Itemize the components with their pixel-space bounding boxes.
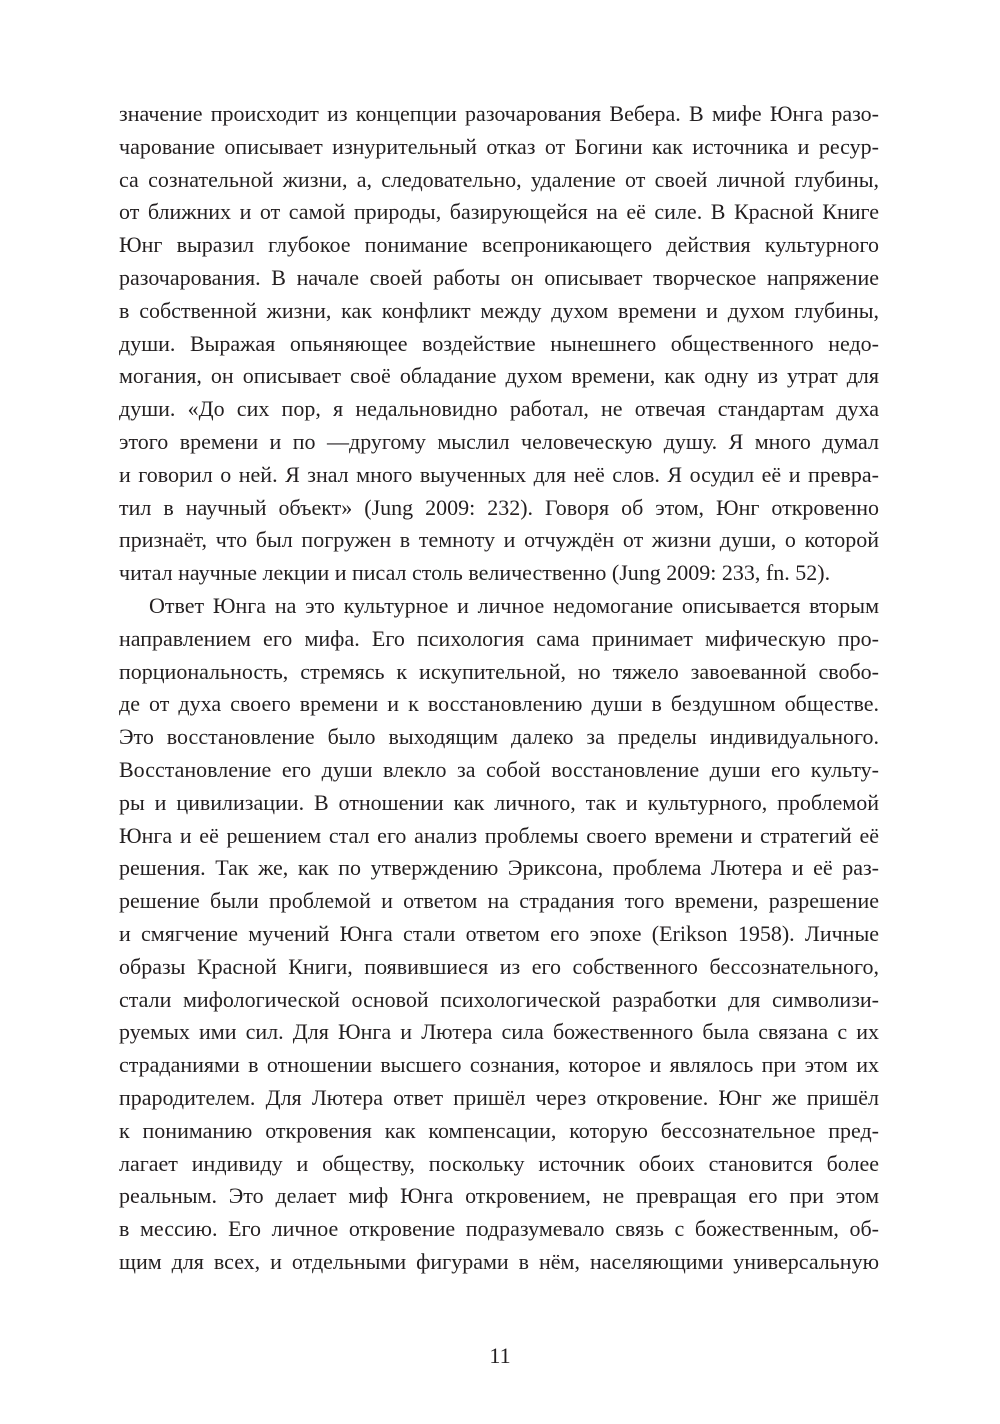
text-line: читал научные лекции и писал столь величественно (Jung 2009: 233, fn. 52). — [119, 560, 831, 586]
body-text — [119, 98, 879, 1279]
text-line: Юнг выразил глубокое понимание всепроникающего действия культурного — [119, 232, 879, 258]
text-line: лагает индивиду и обществу, поскольку источник обоих становится более — [119, 1150, 879, 1176]
text-line: могания, он описывает своё обладание духом времени, как одну из утрат для — [119, 363, 879, 389]
text-line: са сознательной жизни, а, следовательно, удаление от своей личной глубины, — [119, 166, 879, 192]
text-line: признаёт, что был погружен в темноту и отчуждён от жизни души, о которой — [119, 527, 879, 553]
text-line: и говорил о ней. Я знал много выученных для неё слов. Я осудил её и превра- — [119, 461, 879, 487]
text-line: ры и цивилизации. В отношении как личного, так и культурного, проблемой — [119, 789, 879, 815]
text-line: де от духа своего времени и к восстановлению души в бездушном обществе. — [119, 691, 879, 717]
text-line: в мессию. Его личное откровение подразумевало связь с божественным, об- — [119, 1216, 879, 1242]
text-line: страданиями в отношении высшего сознания, которое и являлось при этом их — [119, 1052, 879, 1078]
text-line: решения. Так же, как по утверждению Эриксона, проблема Лютера и её раз- — [119, 855, 879, 881]
text-line: чарование описывает изнурительный отказ от Богини как источника и ресур- — [119, 133, 879, 159]
text-line: Юнга и её решением стал его анализ проблемы своего времени и стратегий её — [119, 822, 879, 848]
text-line: и смягчение мучений Юнга стали ответом его эпохе (Erikson 1958). Личные — [119, 920, 879, 946]
text-line: руемых ими сил. Для Юнга и Лютера сила божественного была связана с их — [119, 1019, 879, 1045]
text-line: разочарования. В начале своей работы он описывает творческое напряжение — [119, 264, 879, 290]
text-line: реальным. Это делает миф Юнга откровением, не превращая его при этом — [119, 1183, 879, 1209]
text-line: этого времени и по —другому мыслил человеческую душу. Я много думал — [119, 428, 879, 454]
text-line: прародителем. Для Лютера ответ пришёл через откровение. Юнг же пришёл — [119, 1084, 879, 1110]
paragraph — [119, 590, 879, 1279]
text-line: Это восстановление было выходящим далеко за пределы индивидуального. — [119, 724, 879, 750]
text-line: образы Красной Книги, появившиеся из его собственного бессознательного, — [119, 953, 879, 979]
text-line: от ближних и от самой природы, базирующейся на её силе. В Красной Книге — [119, 199, 879, 225]
text-line: тил в научный объект» (Jung 2009: 232). Говоря об этом, Юнг откровенно — [119, 494, 879, 520]
text-line: значение происходит из концепции разочарования Вебера. В мифе Юнга разо- — [119, 101, 879, 126]
text-line: души. «До сих пор, я недальновидно работал, не отвечая стандартам духа — [119, 396, 879, 422]
text-line: Ответ Юнга на это культурное и личное недомогание описывается вторым — [149, 592, 879, 618]
text-line: Восстановление его души влекло за собой восстановление души его культу- — [119, 756, 879, 782]
page-number: 11 — [489, 1343, 511, 1368]
text-line: порциональность, стремясь к искупительной, но тяжело завоеванной свобо- — [119, 658, 879, 684]
text-line: стали мифологической основой психологической разработки для символизи- — [119, 986, 879, 1012]
text-line: решение были проблемой и ответом на страдания того времени, разрешение — [119, 888, 879, 914]
text-line: в собственной жизни, как конфликт между духом времени и духом глубины, — [119, 297, 879, 323]
text-line: щим для всех, и отдельными фигурами в нём, населяющими универсальную — [119, 1248, 879, 1274]
text-line: к пониманию откровения как компенсации, которую бессознательное пред- — [119, 1117, 879, 1143]
text-line: направлением его мифа. Его психология сама принимает мифическую про- — [119, 625, 879, 651]
paragraph — [119, 98, 879, 590]
text-line: души. Выражая опьяняющее воздействие нынешнего общественного недо- — [119, 330, 879, 356]
